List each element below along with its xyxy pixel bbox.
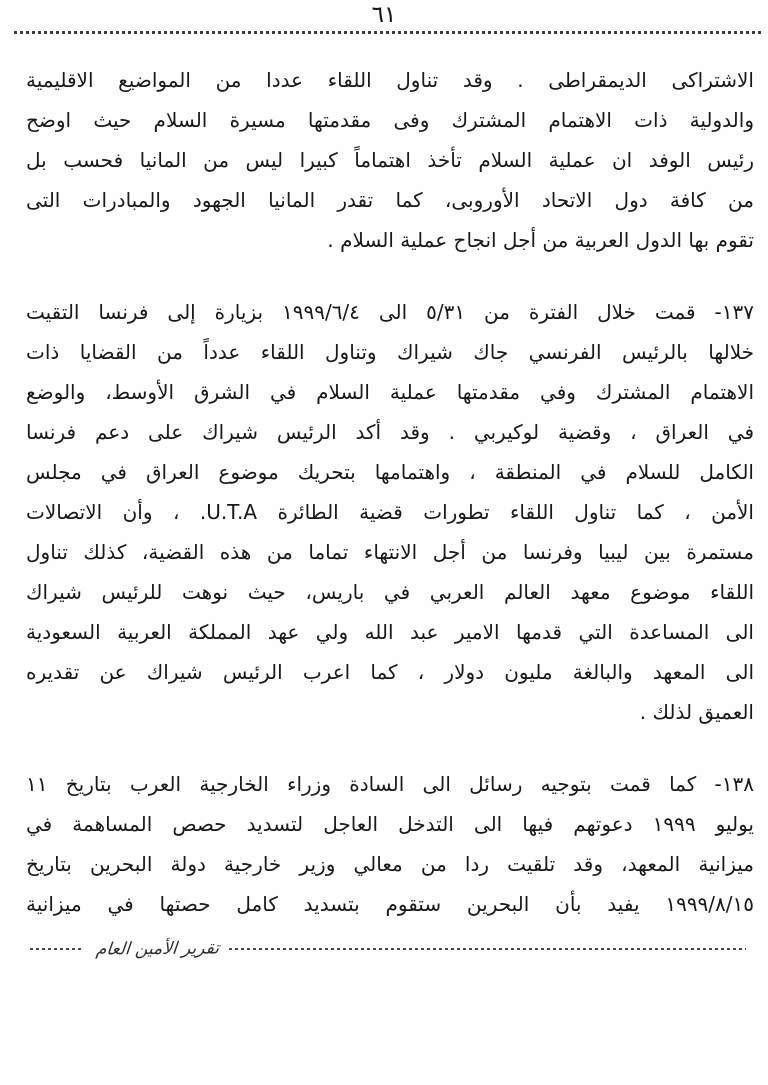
footer-dotted-dash [30, 948, 82, 950]
text-line: الأمن ، كما تناول اللقاء تطورات قضية الطائرة U.T.A. ، وأن الاتصالات [26, 500, 754, 524]
footer-dotted-rule [229, 948, 746, 950]
text-line: مستمرة بين ليبيا وفرنسا من أجل الانتهاء تماما من هذه القضية، كذلك تناول [26, 540, 754, 564]
text-line: ١٣٨- كما قمت بتوجيه رسائل الى السادة وزراء الخارجية العرب بتاريخ ١١ [26, 772, 754, 796]
text-line: اللقاء موضوع معهد العالم العربي في باريس، حيث نوهت للرئيس شيراك [26, 580, 754, 604]
text-line: تقوم بها الدول العربية من أجل انجاح عملية السلام . [327, 228, 754, 252]
page-body [26, 60, 754, 924]
paragraph-138 [26, 764, 754, 924]
text-line: ١٣٧- قمت خلال الفترة من ٥/٣١ الى ١٩٩٩/٦/٤ بزيارة إلى فرنسا التقيت [26, 300, 754, 324]
text-line: ١٩٩٩/٨/١٥ يفيد بأن البحرين ستقوم بتسديد كامل حصتها في ميزانية [26, 892, 754, 916]
text-line: الاشتراكى الديمقراطى . وقد تناول اللقاء عددا من المواضيع الاقليمية [26, 68, 754, 92]
text-line: الى المعهد والبالغة مليون دولار ، كما اعرب الرئيس شيراك عن تقديره [26, 660, 754, 684]
text-line: العميق لذلك . [639, 700, 754, 724]
footer-handwritten-note: تقرير الأمين العام [94, 938, 221, 960]
footer [30, 936, 746, 962]
text-line: من كافة دول الاتحاد الأوروبى، كما تقدر المانيا الجهود والمبادرات التى [26, 188, 754, 212]
text-line: والدولية ذات الاهتمام المشترك وفى مقدمتها مسيرة السلام حيث اوضح [26, 108, 754, 132]
page-number: ٦١ [371, 2, 397, 28]
text-line: يوليو ١٩٩٩ دعوتهم فيها الى التدخل العاجل لتسديد حصص المساهمة في [26, 812, 754, 836]
paragraph-137 [26, 292, 754, 732]
text-line: الى المساعدة التي قدمها الامير عبد الله ولي عهد المملكة العربية السعودية [26, 620, 754, 644]
text-line: خلالها بالرئيس الفرنسي جاك شيراك وتناول اللقاء عدداً من القضايا ذات [26, 340, 754, 364]
text-line: الاهتمام المشترك وفي مقدمتها عملية السلام في الشرق الأوسط، والوضع [26, 380, 754, 404]
text-line: الكامل للسلام في المنطقة ، واهتمامها بتحريك موضوع العراق في مجلس [26, 460, 754, 484]
header-dotted-rule [14, 31, 762, 34]
paragraph-intro-continuation [26, 60, 754, 260]
text-line: ميزانية المعهد، وقد تلقيت ردا من معالي وزير خارجية دولة البحرين بتاريخ [26, 852, 754, 876]
text-line: في العراق ، وقضية لوكيربي . وقد أكد الرئيس شيراك على دعم فرنسا [26, 420, 754, 444]
text-line: رئيس الوفد ان عملية السلام تأخذ اهتماماً كبيرا ليس من المانيا فحسب بل [26, 148, 754, 172]
